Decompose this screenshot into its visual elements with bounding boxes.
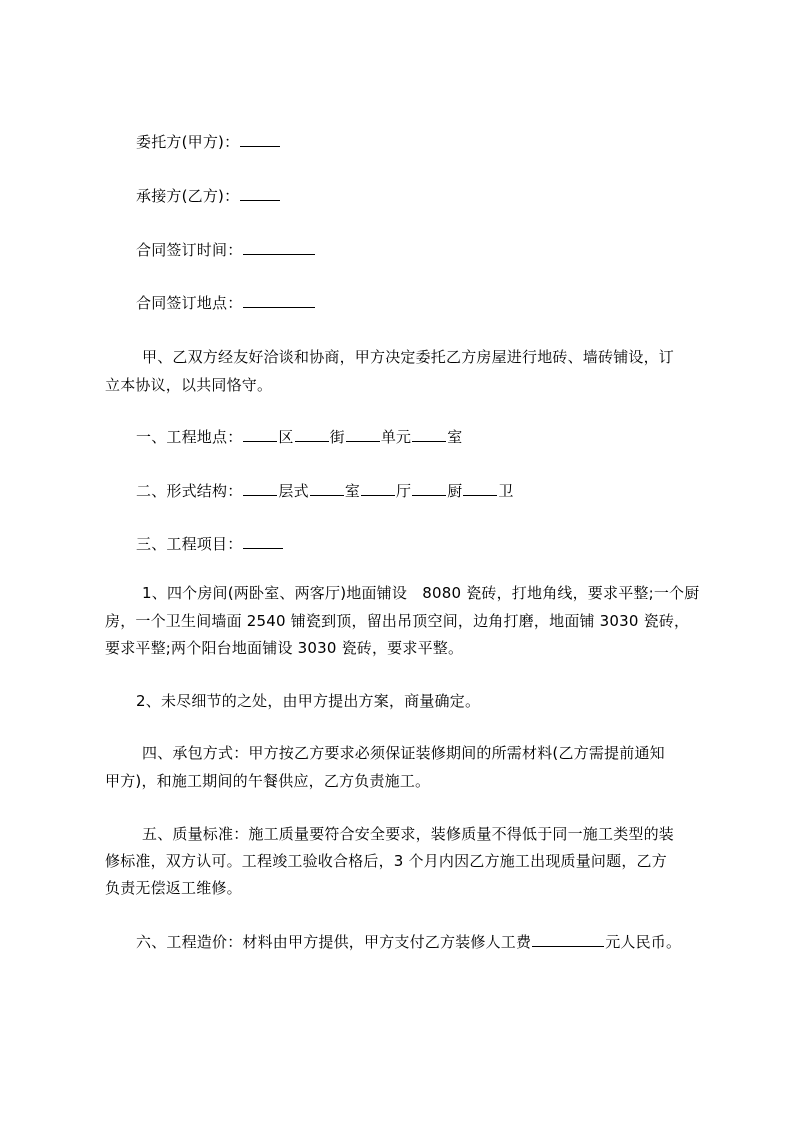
- client-blank: [240, 133, 280, 147]
- cost-prefix: 六、工程造价：材料由甲方提供，甲方支付乙方装修人工费: [136, 933, 532, 951]
- kitchen-unit: 厨: [447, 482, 463, 500]
- section4-line-1: 四、承包方式：甲方按乙方要求必须保证装修期间的所需材料(乙方需提前通知: [142, 744, 665, 762]
- floor-blank: [243, 482, 277, 496]
- floor-unit: 层式: [278, 482, 309, 500]
- building-unit: 单元: [380, 428, 412, 446]
- client-label: 委托方(甲方)：: [136, 133, 240, 151]
- bath-blank: [463, 482, 497, 496]
- room-unit: 室: [447, 428, 463, 446]
- cost-suffix: 元人民币。: [605, 933, 682, 951]
- intro-line-2: 立本协议，以共同恪守。: [105, 376, 273, 394]
- item1-line-3: 要求平整;两个阳台地面铺设 3030 瓷砖，要求平整。: [105, 639, 464, 657]
- section-location: [136, 427, 462, 447]
- room-blank: [412, 428, 446, 442]
- hall-blank: [361, 482, 395, 496]
- contractor-line: [136, 186, 281, 206]
- section-structure: [136, 481, 514, 501]
- client-line: [136, 132, 281, 152]
- bedroom-blank: [310, 482, 344, 496]
- district-unit: 区: [278, 428, 294, 446]
- kitchen-blank: [412, 482, 446, 496]
- location-label: 一、工程地点：: [136, 428, 243, 446]
- item1-line-1: 1、四个房间(两卧室、两客厅)地面铺设 8080 瓷砖，打地角线，要求平整;一个厨: [142, 584, 700, 602]
- building-blank: [346, 428, 380, 442]
- section5-line-3: 负责无偿返工维修。: [105, 879, 242, 897]
- contractor-label: 承接方(乙方)：: [136, 187, 240, 205]
- item2-line-1: 2、未尽细节的之处，由甲方提出方案，商量确定。: [136, 692, 481, 710]
- intro-line-1: 甲、乙双方经友好洽谈和协商，甲方决定委托乙方房屋进行地砖、墙砖铺设，订: [142, 348, 675, 366]
- cost-blank: [532, 933, 604, 947]
- project-label: 三、工程项目：: [136, 535, 243, 553]
- item1-line-2: 房，一个卫生间墙面 2540 铺瓷到顶，留出吊顶空间，边角打磨，地面铺 3030 瓷砖，: [105, 612, 690, 630]
- section5-line-2: 修标准，双方认可。工程竣工验收合格后，3 个月内因乙方施工出现质量问题，乙方: [105, 852, 667, 870]
- hall-unit: 厅: [396, 482, 412, 500]
- sign-time-label: 合同签订时间：: [136, 241, 243, 259]
- bedroom-unit: 室: [344, 482, 361, 500]
- sign-time-line: [136, 240, 316, 260]
- section5-line-1: 五、质量标准：施工质量要符合安全要求，装修质量不得低于同一施工类型的装: [142, 825, 675, 843]
- sign-time-blank: [243, 241, 315, 255]
- street-blank: [295, 428, 329, 442]
- bath-unit: 卫: [498, 482, 514, 500]
- project-blank: [243, 535, 283, 549]
- section6-line: [136, 932, 681, 952]
- structure-label: 二、形式结构：: [136, 482, 243, 500]
- street-unit: 街: [329, 428, 345, 446]
- section-project: [136, 534, 284, 554]
- sign-place-line: [136, 293, 316, 313]
- sign-place-blank: [243, 294, 315, 308]
- contractor-blank: [240, 187, 280, 201]
- district-blank: [243, 428, 277, 442]
- sign-place-label: 合同签订地点：: [136, 294, 243, 312]
- section4-line-2: 甲方)，和施工期间的午餐供应，乙方负责施工。: [105, 772, 431, 790]
